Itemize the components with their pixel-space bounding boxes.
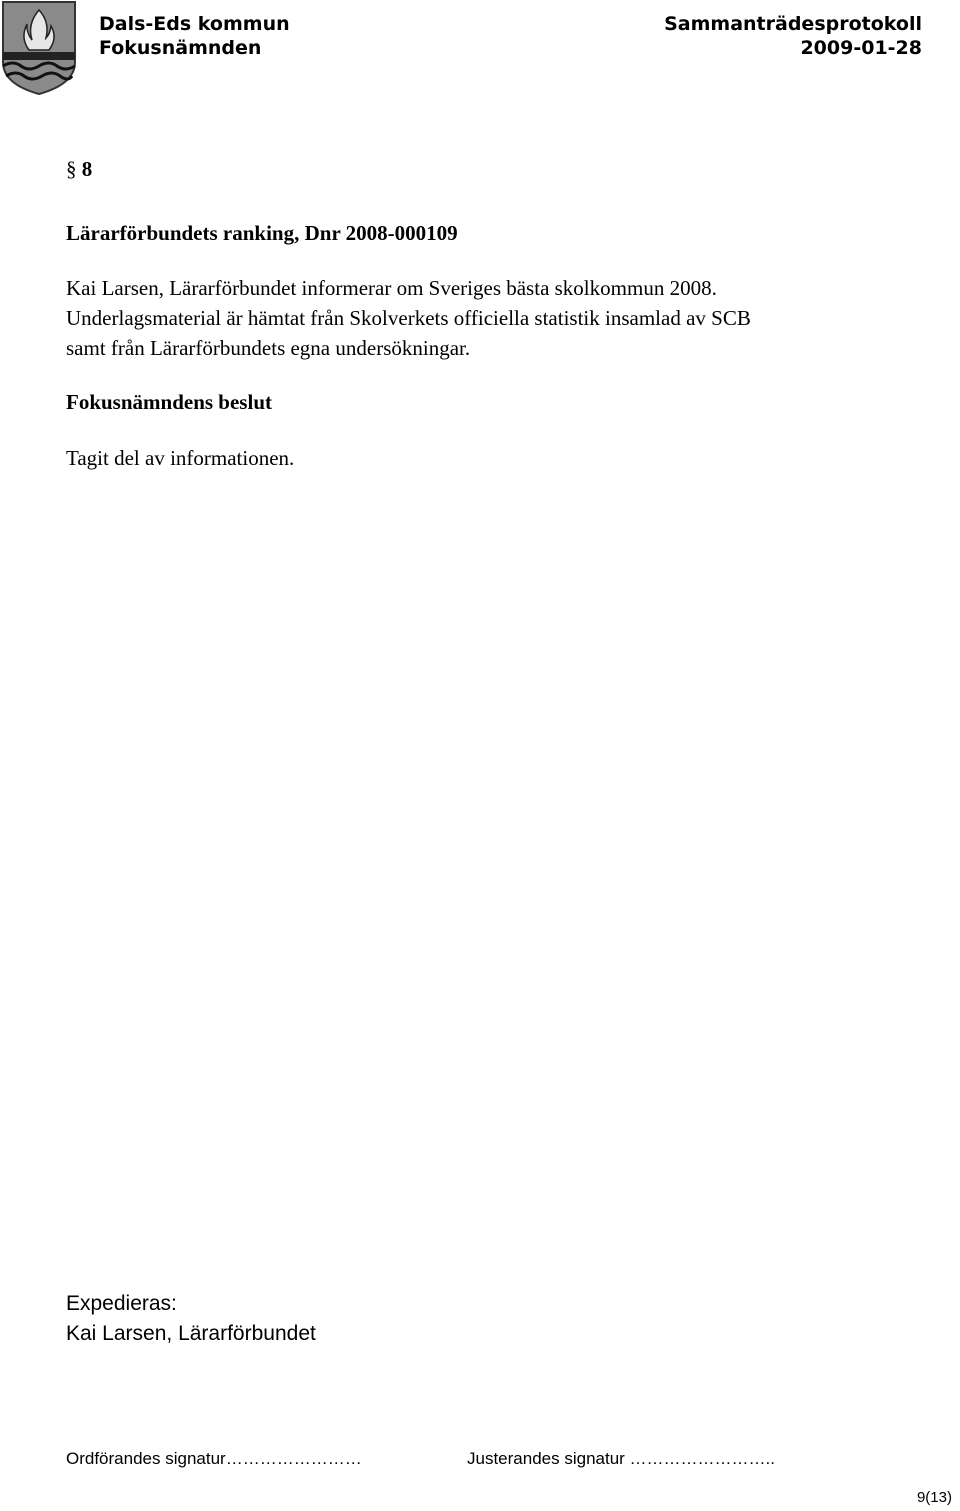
chair-signature: Ordförandes signatur…………………… bbox=[66, 1449, 362, 1468]
municipal-crest-icon bbox=[0, 0, 78, 96]
section-paragraph bbox=[66, 273, 896, 363]
section-number bbox=[66, 155, 92, 183]
dispatch-recipient: Kai Larsen, Lärarförbundet bbox=[66, 1322, 316, 1345]
header-right bbox=[664, 12, 922, 60]
meeting-date: 2009-01-28 bbox=[800, 37, 922, 59]
dispatch-block bbox=[66, 1289, 316, 1349]
decision-text: Tagit del av informationen. bbox=[66, 446, 295, 470]
paragraph-line: Underlagsmaterial är hämtat från Skolverkets officiella statistik insamlad av SCB bbox=[66, 306, 751, 330]
adjuster-signature: Justerandes signatur …………………….. bbox=[467, 1449, 775, 1468]
municipality-name: Dals-Eds kommun bbox=[99, 13, 290, 35]
document-type: Sammanträdesprotokoll bbox=[664, 13, 922, 35]
header-left bbox=[99, 12, 290, 60]
paragraph-sign: § bbox=[66, 157, 77, 181]
paragraph-line: samt från Lärarförbundets egna undersökningar. bbox=[66, 336, 471, 360]
page-number: 9(13) bbox=[916, 1489, 952, 1506]
section-num: 8 bbox=[81, 157, 93, 181]
committee-name: Fokusnämnden bbox=[99, 37, 262, 59]
paragraph-line: Kai Larsen, Lärarförbundet informerar om Sveriges bästa skolkommun 2008. bbox=[66, 276, 717, 300]
section-title: Lärarförbundets ranking, Dnr 2008-000109 bbox=[66, 221, 458, 245]
decision-heading: Fokusnämndens beslut bbox=[66, 390, 272, 414]
dispatch-label: Expedieras: bbox=[66, 1292, 177, 1315]
